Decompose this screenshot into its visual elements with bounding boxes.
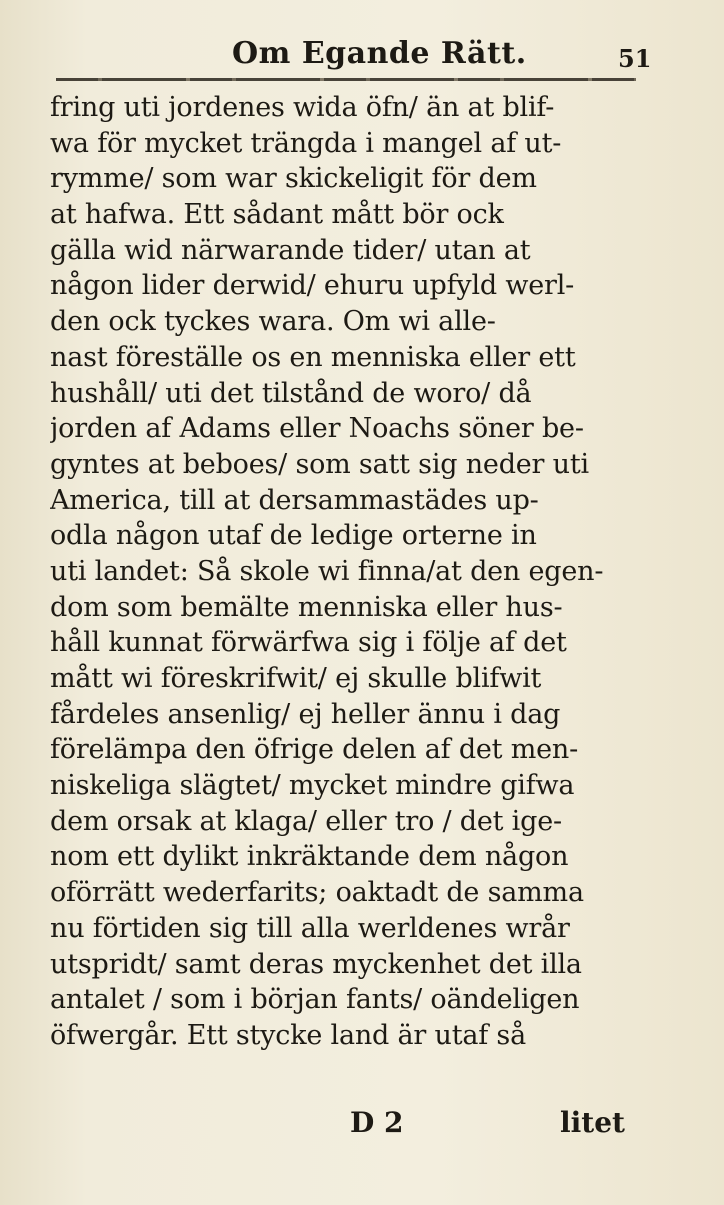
text-line: förelämpa den öfrige delen af det men- — [50, 734, 579, 766]
text-line: niskeliga slägtet/ mycket mindre gifwa — [50, 770, 575, 802]
text-line: hushåll/ uti det tilstånd de woro/ då — [50, 377, 532, 409]
text-line: wa för mycket trängda i mangel af ut- — [50, 127, 562, 159]
text-line: dem orsak at klaga/ eller tro / det ige- — [50, 805, 562, 837]
text-line: jorden af Adams eller Noachs söner be- — [50, 413, 584, 445]
text-line: mått wi föreskrifwit/ ej skulle blifwit — [50, 663, 542, 694]
text-line: odla någon utaf de ledige orterne in — [50, 520, 537, 552]
catchword: litet — [560, 1106, 625, 1139]
text-line: at hafwa. Ett sådant mått bör ock — [50, 199, 504, 231]
text-line: oförrätt wederfarits; oaktadt de samma — [50, 877, 584, 909]
text-line: fring uti jordenes wida öfn/ än at blif- — [50, 92, 555, 123]
body-text — [50, 90, 650, 1054]
text-line: nom ett dylikt inkräktande dem någon — [50, 841, 569, 873]
text-line: America, till at dersammastädes up- — [50, 484, 539, 516]
page-number: 51 — [618, 44, 652, 73]
text-line: nu förtiden sig till alla werldenes wrår — [50, 912, 570, 944]
text-line: håll kunnat förwärfwa sig i följe af det — [50, 627, 567, 659]
text-line: den ock tyckes wara. Om wi alle- — [50, 306, 496, 338]
text-line: gälla wid närwarande tider/ utan at — [50, 234, 531, 266]
text-line: uti landet: Så skole wi finna/at den egen- — [50, 555, 604, 587]
text-line: nast föreställe os en menniska eller ett — [50, 341, 576, 373]
text-line: öfwergår. Ett stycke land är utaf så — [50, 1019, 526, 1051]
running-head — [0, 32, 724, 80]
text-line: rymme/ som war skickeligit för dem — [50, 163, 537, 195]
text-line: fårdeles ansenlig/ ej heller ännu i dag — [50, 698, 561, 730]
signature-mark: D 2 — [350, 1106, 404, 1139]
running-head-title: Om Egande Rätt. — [232, 36, 527, 71]
text-line: utspridt/ samt deras myckenhet det illa — [50, 948, 582, 980]
header-rule — [56, 78, 636, 81]
page-footer — [0, 1100, 724, 1150]
text-line: gyntes at beboes/ som satt sig neder uti — [50, 448, 589, 480]
text-line: någon lider derwid/ ehuru upfyld werl- — [50, 270, 575, 302]
text-line: dom som bemälte menniska eller hus- — [50, 591, 563, 623]
text-line: antalet / som i början fants/ oändeligen — [50, 984, 580, 1016]
